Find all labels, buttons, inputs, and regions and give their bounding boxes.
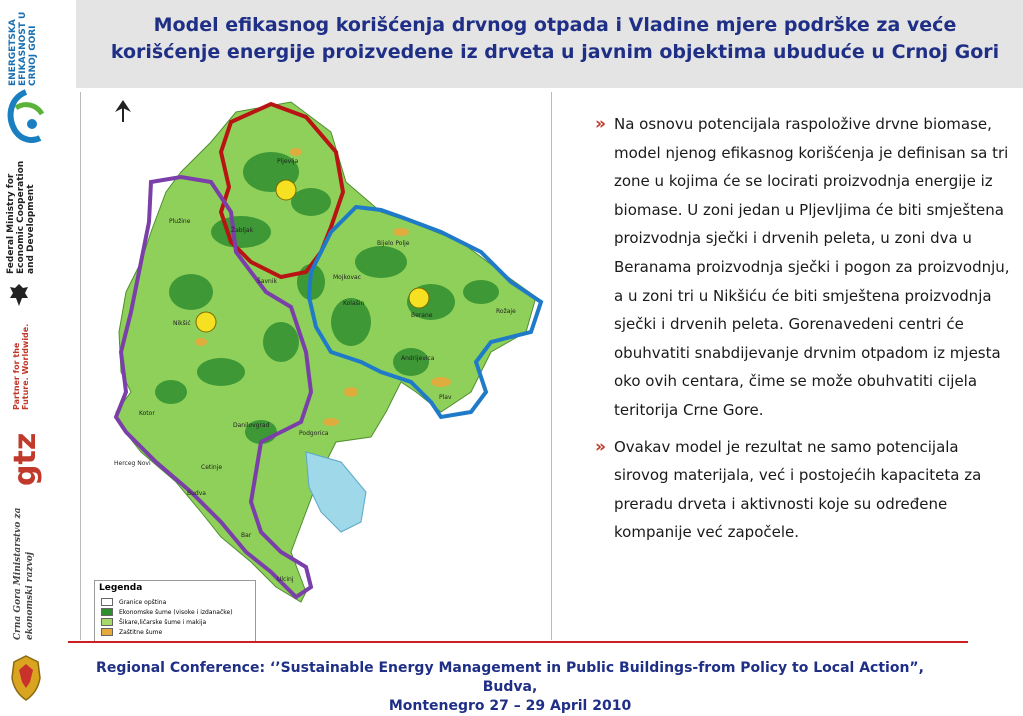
city-label: Berane [411,312,433,319]
slide-title: Model efikasnog korišćenja drvnog otpada i Vladine mjere podrške za veće korišćenje energije proizvedene iz drveta u javnim objektima ubuduće u Crnoj Gori [110,14,1000,63]
map-legend [94,580,256,642]
legend-label: Zaštitne šume [119,628,163,636]
montenegro-biomass-map [80,92,552,640]
eagle-emblem-icon [8,282,30,308]
bullet-marker: » [595,436,606,457]
montenegro-coat-of-arms-icon [8,654,44,702]
city-label: Rožaje [496,308,516,315]
city-label: Danilovgrad [233,422,270,429]
city-label: Andrijevica [401,355,435,362]
federal-ministry-logo-text: Federal Ministry for Economic Cooperation and Development [6,160,36,274]
footer-line-1: Regional Conference: ‘’Sustainable Energy Management in Public Buildings-from Policy to Local Action”, Budva, [96,660,924,695]
bullet-marker: » [595,114,606,134]
gtz-tagline-text: Partner for the Future. Worldwide. [12,323,30,410]
legend-item [101,628,162,636]
city-label: Mojkovac [333,274,361,281]
city-label: Pljevlja [277,158,299,165]
legend-swatch [101,598,113,606]
city-label: Plav [439,394,452,401]
legend-label: Šikare,ličarske šume i makija [119,618,207,626]
sidebar-logos [0,0,60,708]
bullet-item [572,433,1012,547]
city-labels [81,92,551,640]
energy-efficiency-logo-text: ENERGETSKA EFIKASNOST U CRNOJ GORI [8,11,38,86]
bullet-item [572,110,1012,425]
footer-divider [68,641,968,643]
bullet-text: Ovakav model je rezultat ne samo potencijala sirovog materijala, već i postojećih kapaciteta za preradu drveta i aktivnosti koje su određene kompanije već započele. [614,437,982,542]
conference-footer [90,659,930,716]
legend-swatch [101,628,113,636]
legend-swatch [101,608,113,616]
legend-item [101,598,166,606]
legend-swatch [101,618,113,626]
legend-label: Ekonomske šume (visoke i izdanačke) [119,608,233,616]
city-label: Herceg Novi [114,460,151,467]
city-label: Bar [241,532,252,539]
city-label: Budva [187,490,206,497]
city-label: Nikšić [173,320,191,327]
energy-efficiency-logo-icon [2,88,50,150]
footer-line-2: Montenegro 27 – 29 April 2010 [388,698,632,714]
city-label: Bijelo Polje [377,240,410,247]
legend-title: Legenda [99,583,143,593]
legend-item [101,618,206,626]
city-label: Cetinje [201,464,223,471]
city-label: Žabljak [231,227,254,234]
city-label: Ulcinj [277,576,294,583]
gtz-brand-text: gtz [8,432,43,486]
city-label: Plužine [169,218,191,225]
legend-item [101,608,233,616]
city-label: Šavnik [257,278,277,285]
city-label: Kotor [139,410,155,417]
bullet-text: Na osnovu potencijala raspoložive drvne biomase, model njenog efikasnog korišćenja je definisan sa tri zone u kojima će se locirati proizvodnja energije iz biomase. U zoni jedan u Pljevljima će biti smještena proizvodnja sječki i drvenih peleta, u zoni dva u Beranama proizvodnja sječki i pogon za proizvodnju, a u zoni tri u Nikšiću će biti smještena proizvodnja sječki i drvenih peleta. Gorenavedeni centri će obuhvatiti snabdijevanje drvnim otpadom iz mjesta oko ovih centara, čime se može obuhvatiti cijela teritorija Crne Gore. [614,115,1010,419]
city-label: Podgorica [299,430,329,437]
legend-label: Granice opština [119,598,167,606]
description-panel [572,110,1012,555]
montenegro-ministry-text: Crna Gora Ministarstvo za ekonomski razvoj [13,507,35,640]
city-label: Kolašin [343,300,365,307]
